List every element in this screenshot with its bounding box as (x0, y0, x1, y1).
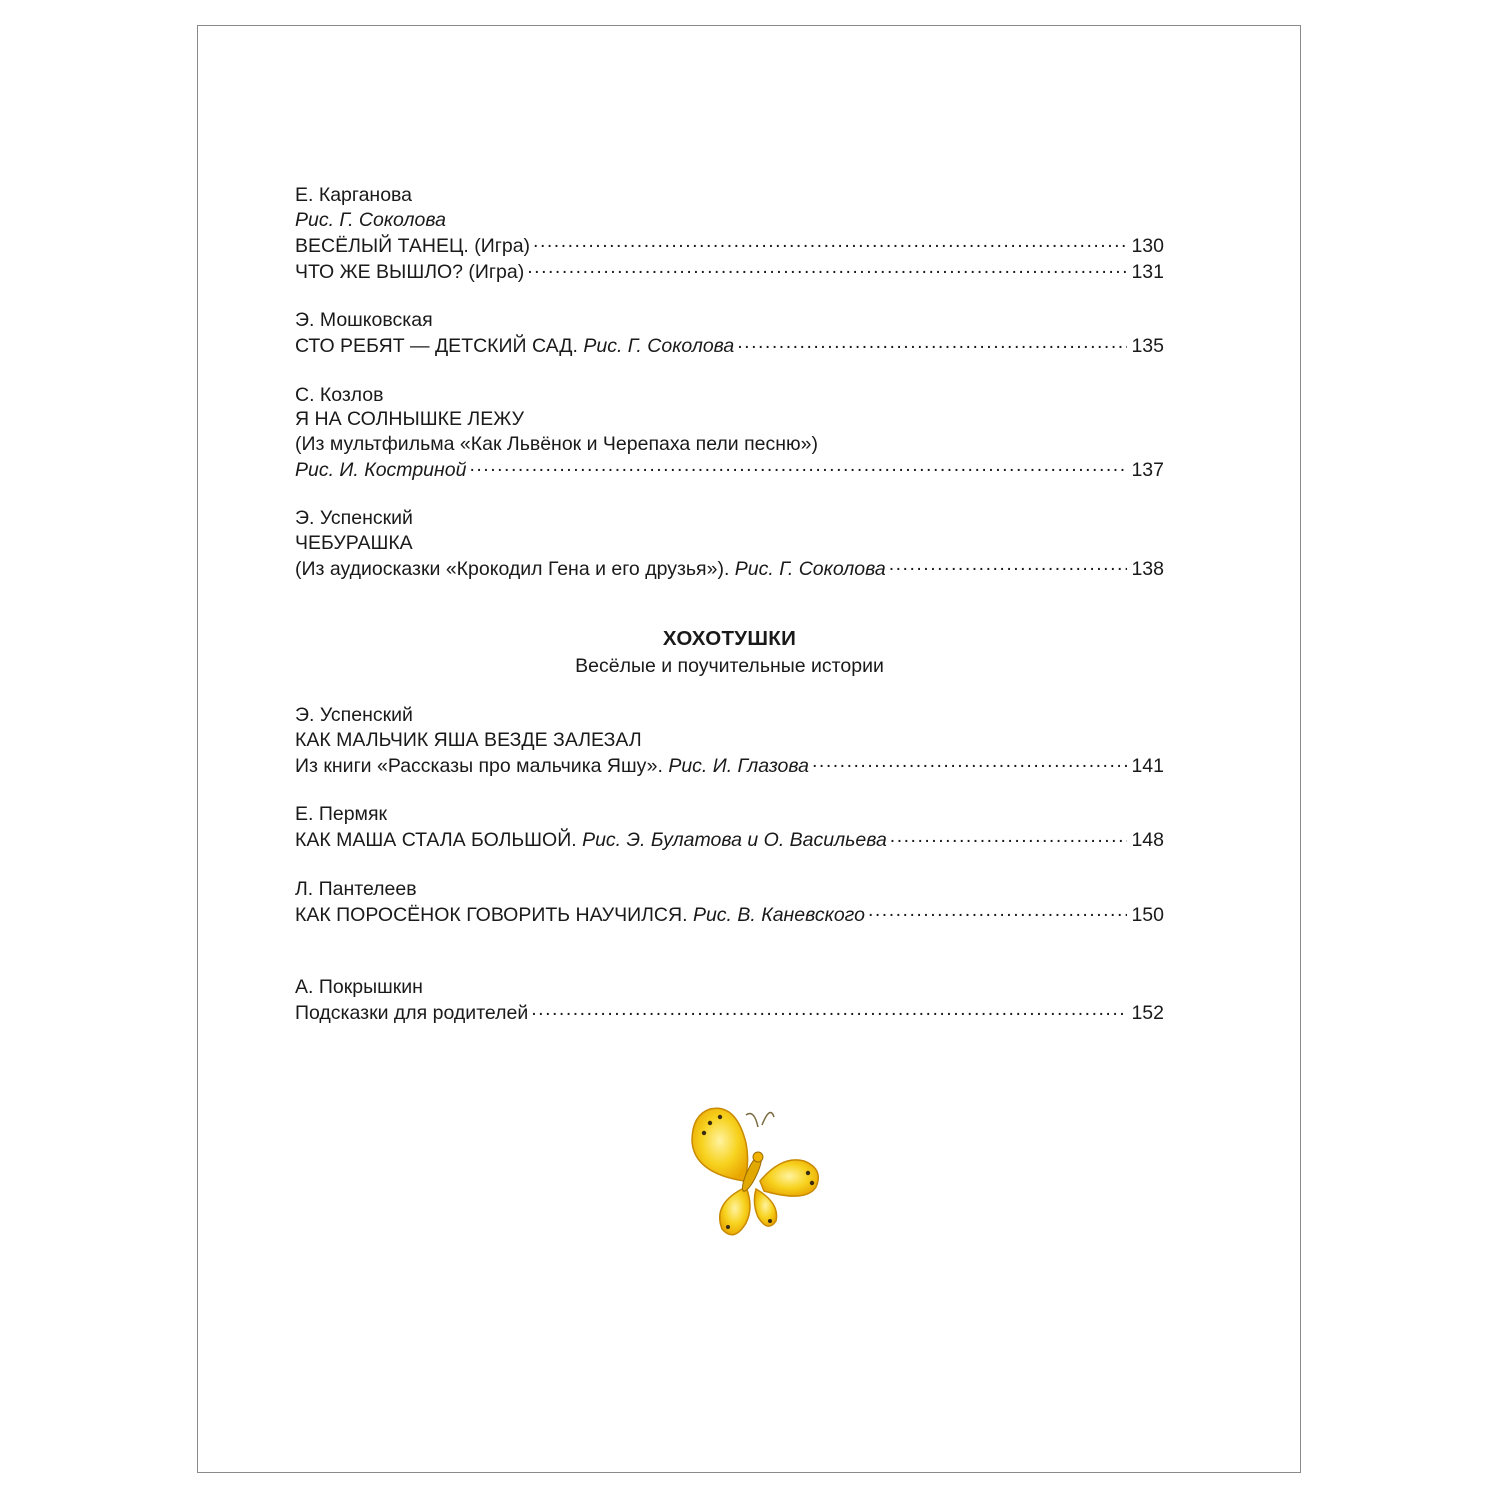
page-number: 137 (1131, 458, 1164, 481)
illustrator: Рис. Г. Соколова (583, 335, 735, 357)
toc-title-group (295, 754, 809, 779)
illustrator: Рис. Э. Булатова и О. Васильева (582, 829, 887, 851)
dot-leader (868, 901, 1128, 921)
page-number: 148 (1131, 829, 1164, 851)
toc-entry-permyak (295, 802, 1164, 853)
toc-entry-uspensky-yasha (295, 703, 1164, 778)
toc-title-group (295, 557, 886, 582)
section-title: ХОХОТУШКИ (662, 627, 797, 650)
toc-line[interactable] (295, 901, 1164, 927)
author: Э. Успенский (295, 507, 413, 529)
toc-line[interactable] (295, 752, 1164, 778)
dot-leader (531, 1000, 1127, 1020)
toc-entry-moshkovskaya (295, 308, 1164, 359)
page-number: 135 (1131, 335, 1164, 357)
table-of-contents (295, 183, 1164, 1050)
toc-title: Я НА СОЛНЫШКЕ ЛЕЖУ (295, 408, 525, 430)
dot-leader (812, 752, 1127, 772)
toc-note: (Из мультфильма «Как Львёнок и Черепаха пели песню») (295, 432, 818, 455)
toc-note: Из книги «Рассказы про мальчика Яшу». (295, 754, 663, 777)
page-number: 150 (1131, 903, 1164, 926)
toc-title: КАК МАША СТАЛА БОЛЬШОЙ. (295, 829, 577, 851)
illustrator: Рис. В. Каневского (692, 903, 865, 926)
page-number: 130 (1131, 234, 1164, 257)
toc-title: ВЕСЁЛЫЙ ТАНЕЦ. (Игра) (295, 234, 531, 257)
page-number: 131 (1131, 260, 1164, 283)
toc-line[interactable] (295, 232, 1164, 258)
toc-title: КАК ПОРОСЁНОК ГОВОРИТЬ НАУЧИЛСЯ. (295, 903, 688, 926)
toc-note: (Из аудиосказки «Крокодил Гена и его друзья»). (295, 557, 730, 580)
dot-leader (527, 258, 1127, 278)
dot-leader (469, 456, 1127, 476)
toc-line[interactable] (295, 555, 1164, 581)
toc-line[interactable] (295, 827, 1164, 853)
toc-title-group (295, 903, 865, 928)
illustrator: Рис. И. Глазова (668, 754, 809, 777)
author: Э. Мошковская (295, 309, 433, 331)
illustrator: Рис. Г. Соколова (734, 557, 886, 580)
toc-line[interactable] (295, 258, 1164, 284)
toc-line[interactable] (295, 333, 1164, 359)
author: А. Покрышкин (295, 976, 423, 998)
toc-title-group (295, 334, 734, 359)
butterfly-icon (684, 1103, 826, 1243)
toc-title: ЧЕБУРАШКА (295, 531, 413, 554)
toc-entry-kozlov (295, 383, 1164, 483)
toc-line[interactable] (295, 456, 1164, 482)
dot-leader (889, 555, 1128, 575)
toc-entry-panteleev (295, 877, 1164, 928)
toc-title: КАК МАЛЬЧИК ЯША ВЕЗДЕ ЗАЛЕЗАЛ (295, 728, 642, 751)
dot-leader (890, 827, 1128, 847)
toc-entry-pokryshkin (295, 975, 1164, 1026)
author: Е. Карганова (295, 184, 413, 206)
dot-leader (737, 333, 1127, 353)
toc-entry-uspensky-cheburashka (295, 506, 1164, 581)
page-number: 141 (1131, 754, 1164, 777)
author: Л. Пантелеев (295, 877, 417, 900)
toc-title-group (295, 828, 887, 853)
illustrator: Рис. И. Костриной (295, 458, 467, 481)
toc-entry-karganova (295, 183, 1164, 284)
author: С. Козлов (295, 383, 384, 406)
author: Е. Пермяк (295, 803, 388, 825)
toc-title: ЧТО ЖЕ ВЫШЛО? (Игра) (295, 260, 525, 283)
toc-title: Подсказки для родителей (295, 1002, 529, 1024)
page-number: 152 (1131, 1002, 1164, 1024)
section-subtitle: Весёлые и поучительные истории (575, 654, 884, 677)
toc-line[interactable] (295, 1000, 1164, 1026)
section-header (295, 627, 1164, 678)
illustrator: Рис. Г. Соколова (295, 208, 446, 231)
page-number: 138 (1131, 557, 1164, 580)
toc-title: СТО РЕБЯТ — ДЕТСКИЙ САД. (295, 335, 578, 357)
dot-leader (533, 232, 1127, 252)
author: Э. Успенский (295, 704, 413, 726)
